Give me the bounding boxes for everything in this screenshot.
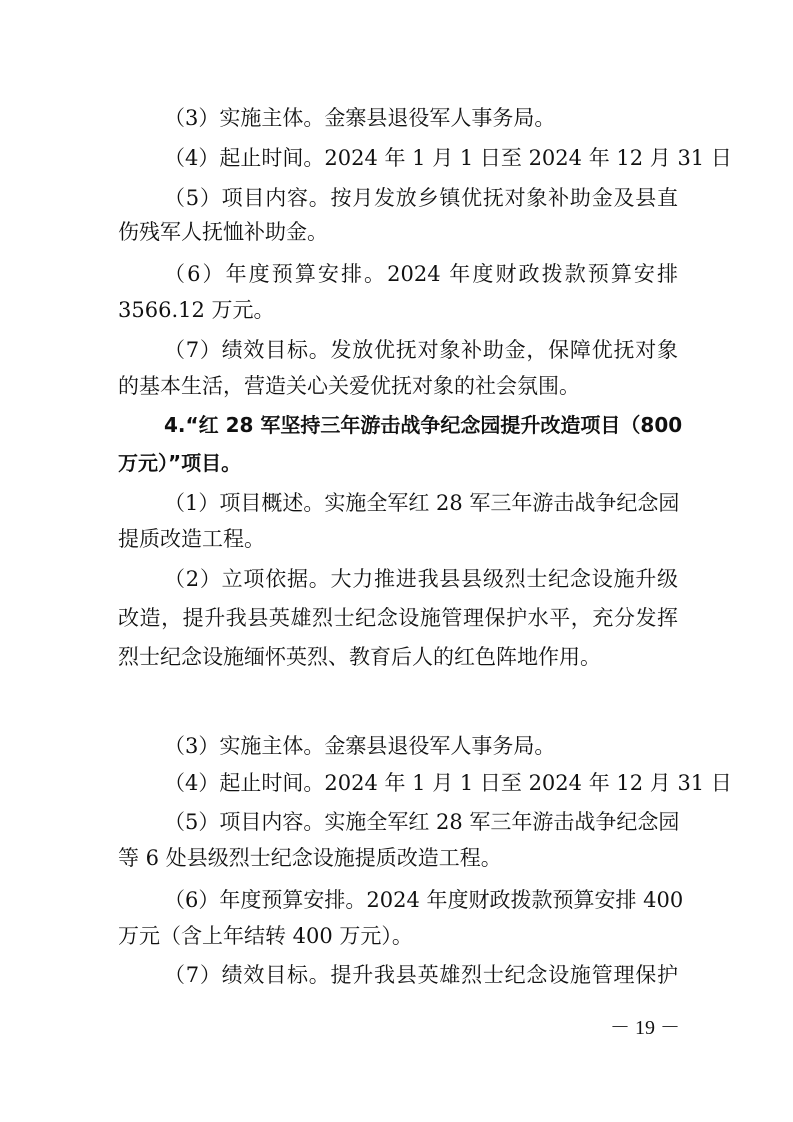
- paragraph-basis-4-cont: 改造，提升我县英雄烈士纪念设施管理保护水平，充分发挥: [118, 606, 678, 630]
- paragraph-content-4: （5）项目内容。实施全军红 28 军三年游击战争纪念园: [164, 810, 680, 834]
- paragraph-basis-4: （2）立项依据。大力推进我县县级烈士纪念设施升级: [164, 567, 678, 591]
- section-heading-4: 4.“红 28 军坚持三年游击战争纪念园提升改造项目（800: [164, 413, 683, 437]
- paragraph-budget-4-cont: 万元（含上年结转 400 万元）。: [118, 924, 413, 948]
- paragraph-budget-1: （6）年度预算安排。2024 年度财政拨款预算安排: [164, 262, 678, 286]
- paragraph-goal-4: （7）绩效目标。提升我县英雄烈士纪念设施管理保护: [164, 963, 678, 987]
- paragraph-content-1: （5）项目内容。按月发放乡镇优抚对象补助金及县直: [164, 186, 678, 210]
- paragraph-budget-1-cont: 3566.12 万元。: [118, 298, 275, 322]
- paragraph-budget-4: （6）年度预算安排。2024 年度财政拨款预算安排 400: [164, 888, 684, 912]
- paragraph-period-1: （4）起止时间。2024 年 1 月 1 日至 2024 年 12 月 31 日: [164, 146, 732, 170]
- paragraph-goal-1: （7）绩效目标。发放优抚对象补助金，保障优抚对象: [164, 338, 678, 362]
- paragraph-period-4: （4）起止时间。2024 年 1 月 1 日至 2024 年 12 月 31 日: [164, 771, 732, 795]
- paragraph-overview-4-cont: 提质改造工程。: [118, 527, 265, 551]
- paragraph-overview-4: （1）项目概述。实施全军红 28 军三年游击战争纪念园: [164, 491, 680, 515]
- section-heading-4-cont: 万元）”项目。: [118, 451, 242, 475]
- paragraph-basis-4-cont2: 烈士纪念设施缅怀英烈、教育后人的红色阵地作用。: [118, 645, 601, 669]
- paragraph-content-4-cont: 等 6 处县级烈士纪念设施提质改造工程。: [118, 846, 502, 870]
- paragraph-implementing-body-1: （3）实施主体。金寨县退役军人事务局。: [164, 106, 556, 130]
- paragraph-goal-1-cont: 的基本生活，营造关心关爱优抚对象的社会氛围。: [118, 374, 580, 398]
- page-number: － 19 －: [610, 1017, 680, 1039]
- paragraph-content-1-cont: 伤残军人抚恤补助金。: [118, 220, 328, 244]
- paragraph-implementing-body-4: （3）实施主体。金寨县退役军人事务局。: [164, 734, 556, 758]
